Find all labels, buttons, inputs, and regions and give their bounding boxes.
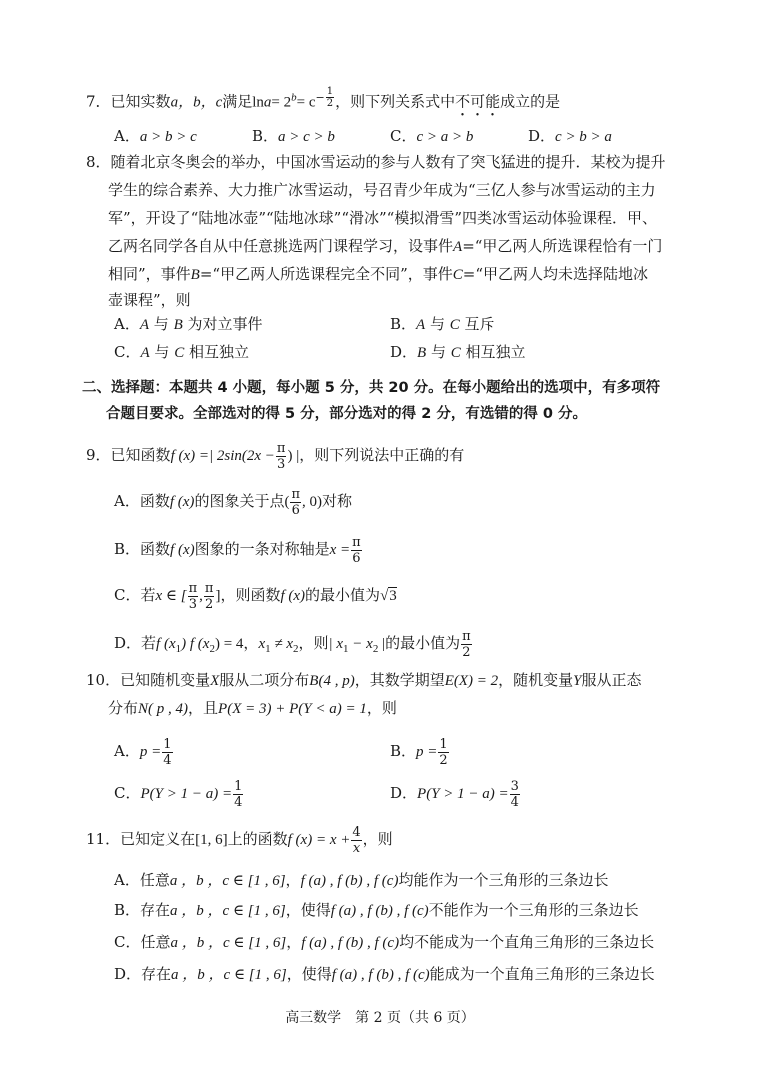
q11-option-c-vars: a ，b ，c ∈ [1 , 6]: [170, 935, 287, 951]
q8-option-a-v2: B: [173, 317, 183, 333]
q8-option-d-v2: C: [450, 345, 461, 361]
q10-line-1: [86, 670, 642, 691]
q7-emphasis: 不可能: [455, 92, 501, 111]
q7-option-a: [114, 126, 197, 147]
q10-option-c-num: 1: [234, 778, 243, 794]
q10-text-b: 服从二项分布: [219, 671, 310, 689]
q8-line-3: 军”，开设了“陆地冰壶”“陆地冰球”“滑冰”“模拟滑雪”四类冰雪运动体验课程．甲、: [108, 209, 658, 227]
q10-text-d: ，随机变量: [498, 671, 574, 689]
q11-option-c-label: C．: [114, 933, 141, 951]
q10-text-h: ，则: [366, 699, 397, 717]
q9-option-d-abs-sub-1: 1: [343, 643, 349, 655]
q11-option-d-fs: f (a) , f (b) , f (c): [331, 967, 430, 983]
q9-option-d-neq-sub-1: 1: [265, 643, 271, 655]
q7-ln: ln: [252, 94, 264, 111]
q11-option-b-text-a: 存在: [140, 901, 171, 919]
q7-exp-frac: [326, 86, 334, 109]
q9-option-b-func: f (x): [170, 542, 195, 558]
q11-option-a-text-c: 均能作为一个三角形的三条边长: [398, 871, 609, 889]
q9-text-b: ，则下列说法中正确的有: [299, 446, 465, 464]
q8-option-c-mid: 与: [149, 343, 175, 361]
q8-text-5e: =“甲乙两人均未选择陆地冰: [462, 265, 649, 283]
q8-line-1: [86, 152, 666, 172]
q9-option-a-text-c: 对称: [322, 492, 353, 510]
q11-option-a-text-b: ，: [285, 871, 301, 889]
q10-var-x: X: [210, 673, 220, 689]
q9-option-d-sub-1: 1: [175, 643, 182, 655]
q10-option-a-lhs: p =: [139, 744, 162, 760]
q11-option-d-text-c: 能成为一个直角三角形的三条边长: [429, 965, 655, 983]
q8-option-d-v1: B: [417, 345, 427, 361]
q8-option-a-label: A．: [114, 315, 140, 333]
q8-text-5: 相同”，事件: [108, 265, 191, 283]
q9-text-a: 已知函数: [110, 446, 171, 464]
q9-option-a-text-b: 的图象关于点: [194, 492, 285, 510]
q9-option-d-label: D．: [114, 634, 142, 652]
q11-option-c-text-c: 均不能成为一个直角三角形的三条边长: [399, 933, 655, 951]
q11-option-b-vars: a ，b ，c ∈ [1 , 6]: [170, 903, 286, 919]
q10-option-d: [390, 778, 521, 810]
q9-option-c-label: C．: [114, 586, 141, 604]
q7-option-d: [528, 126, 612, 147]
q7-option-a-label: A．: [114, 127, 140, 145]
q10-option-d-lhs: P(Y > 1 − a) =: [417, 786, 509, 802]
q11-option-d-vars: a ，b ，c ∈ [1 , 6]: [171, 967, 287, 983]
q10-option-d-den: 4: [510, 794, 519, 810]
q8-option-a-tail: 为对立事件: [182, 315, 263, 333]
q11-option-b-fs: f (a) , f (b) , f (c): [330, 903, 429, 919]
q8-option-b-label: B．: [390, 315, 417, 333]
q7-exp-minus: −: [315, 90, 325, 104]
q10-option-a-label: A．: [114, 742, 140, 760]
q9-option-b-label: B．: [114, 540, 141, 558]
q10-option-c-label: C．: [114, 784, 141, 802]
q9-frac-den: 3: [277, 456, 286, 472]
q9-option-d-text-a: 若: [141, 634, 157, 652]
q9-option-b-text-b: 图象的一条对称轴是: [194, 540, 330, 558]
q10-text-g: ，且: [188, 699, 219, 717]
q10-condition: P(X = 3) + P(Y < a) = 1: [218, 701, 367, 717]
section-2-heading-line-1: 二、选择题：本题共 4 小题，每小题 5 分，共 20 分。在每小题给出的选项中，有多项符: [82, 380, 661, 396]
q7-text-b: 满足: [222, 92, 253, 111]
q8-option-d: [390, 342, 526, 363]
q10-option-c-frac: [233, 779, 243, 810]
q9-option-c-func: f (x): [280, 588, 306, 604]
q9-option-c-x: x ∈ [: [155, 588, 187, 604]
q11-frac: [351, 825, 361, 856]
q8-text-4: 乙两名同学各自从中任意挑选两门课程学习，设事件: [108, 237, 454, 255]
q9-option-c-frac-1-num: π: [188, 580, 198, 596]
q11-option-d-text-a: 存在: [141, 965, 172, 983]
q7-option-a-text: a > b > c: [139, 129, 197, 145]
q8-text-1: 随着北京冬奥会的举办，中国冰雪运动的参与人数有了突飞猛进的提升．某校为提升: [110, 153, 666, 171]
q9-option-d-text-d: 的最小值为: [385, 634, 461, 652]
q7-text-d: 成立的是: [500, 92, 561, 111]
q10-number: 10．: [86, 671, 121, 689]
q9-option-d-text-c: ，则: [298, 634, 329, 652]
q11-option-c-fs: f (a) , f (b) , f (c): [301, 935, 400, 951]
q10-option-b-den: 2: [439, 752, 448, 768]
q10-option-a-frac: [162, 737, 172, 768]
q11-option-d: [114, 964, 655, 985]
q10-text-f: 分布: [108, 699, 139, 717]
q8-option-d-tail: 相互独立: [460, 343, 526, 361]
q9-frac: [276, 441, 287, 472]
q10-option-b-num: 1: [439, 736, 448, 752]
q8-event-a: A: [453, 239, 463, 255]
q9-option-d-abs-sub-2: 2: [372, 643, 379, 655]
q7-vars: a，b，c: [170, 94, 223, 111]
q11-frac-num: 4: [352, 824, 361, 840]
q11-option-c-text-a: 任意: [140, 933, 171, 951]
q9-option-b-frac: [351, 535, 362, 566]
q9-option-d-abs-e: |: [378, 636, 386, 652]
q10-option-a-den: 4: [163, 752, 172, 768]
q9-option-a: [114, 486, 352, 518]
q9-option-b-frac-den: 6: [352, 550, 361, 566]
q9-option-d-neq-a: x: [258, 636, 266, 652]
q8-event-b: B: [190, 267, 200, 283]
q8-option-d-label: D．: [390, 343, 418, 361]
q10-line-2: [108, 698, 397, 719]
q8-text-4b: =“甲乙两人所选课程恰有一门: [462, 237, 663, 255]
q11-option-c-text-b: ，: [286, 933, 302, 951]
q9-option-a-frac-den: 6: [291, 502, 300, 518]
q9-option-d-eq: ) = 4: [214, 636, 244, 652]
q9-option-d-abs-m: − x: [348, 636, 373, 652]
q7-text-c: ，则下列关系式中: [335, 92, 456, 111]
q9-option-c-frac-2-den: 2: [205, 596, 214, 612]
q9-option-d-sub-2: 2: [209, 643, 215, 655]
q9-frac-num: π: [276, 440, 286, 456]
q7-cond-a: a: [263, 94, 272, 111]
q9-option-c-frac-1: [188, 581, 199, 612]
q10-option-c-lhs: P(Y > 1 − a) =: [140, 786, 233, 802]
q9-option-c-frac-2-num: π: [204, 580, 214, 596]
q11-text-a: 已知定义在: [120, 830, 196, 848]
q10-option-c: [114, 778, 244, 810]
section-2-heading-line-2: 合题目要求。全部选对的得 5 分，部分选对的得 2 分，有选错的得 0 分。: [106, 406, 588, 422]
q8-option-c-v2: C: [174, 345, 185, 361]
q9-stem: [86, 440, 464, 472]
q11-option-a-text-a: 任意: [139, 871, 170, 889]
q9-func-end: ) |: [287, 448, 300, 464]
q9-option-b-text-a: 函数: [140, 540, 171, 558]
q7-option-b: [252, 126, 335, 147]
q11-option-a-fs: f (a) , f (b) , f (c): [300, 873, 399, 889]
q8-option-b-tail: 互斥: [459, 315, 495, 333]
q10-binom: B(4 , p): [309, 673, 355, 689]
q10-text-c: ，其数学期望: [354, 671, 445, 689]
q9-option-c: [114, 580, 397, 612]
q7-option-d-label: D．: [528, 127, 556, 145]
q9-option-c-text-b: ，则函数: [220, 586, 281, 604]
q8-line-4: [108, 236, 662, 257]
q9-func: f (x) =| 2sin(2x −: [170, 448, 275, 464]
q8-option-d-mid: 与: [426, 343, 451, 361]
q7-option-b-text: a > c > b: [278, 129, 335, 145]
q8-option-a-mid: 与: [149, 315, 174, 333]
q8-event-c: C: [452, 267, 463, 283]
q8-option-b-mid: 与: [425, 315, 450, 333]
q11-frac-den: x: [352, 840, 361, 856]
q8-option-c-tail: 相互独立: [184, 343, 249, 361]
q10-option-d-label: D．: [390, 784, 418, 802]
q9-option-d-text-b: ，: [243, 634, 259, 652]
q9-option-c-frac-2: [204, 581, 215, 612]
q8-option-a-v1: A: [139, 317, 150, 333]
q10-option-b-frac: [438, 737, 448, 768]
q9-option-d: [114, 628, 473, 664]
q7-option-c-label: C．: [390, 127, 417, 145]
q8-option-b-v2: C: [449, 317, 460, 333]
q10-option-b-lhs: p =: [416, 744, 438, 760]
q8-option-b-v1: A: [416, 317, 426, 333]
q9-option-a-paren-end: , 0): [302, 494, 322, 510]
q9-option-a-text-a: 函数: [139, 492, 170, 510]
q9-option-c-text-c: 的最小值为: [305, 586, 381, 604]
q10-option-b-label: B．: [390, 742, 417, 760]
q8-line-2: 学生的综合素养、大力推广冰雪运动，号召青少年成为“三亿人参与冰雪运动的主力: [108, 181, 656, 199]
q9-number: 9．: [86, 446, 111, 464]
q10-text-e: 服从正态: [581, 671, 642, 689]
q7-cond-eq2: = c: [296, 94, 316, 111]
q7-option-d-text: c > b > a: [555, 129, 612, 145]
q9-option-a-frac: [290, 487, 301, 518]
q7-text-a: 已知实数: [110, 92, 171, 111]
q9-option-d-abs-a: | x: [328, 636, 344, 652]
q7-exponent: [315, 86, 336, 109]
q11-option-a-label: A．: [114, 871, 140, 889]
q9-option-c-sqrt-sign: √: [380, 588, 389, 604]
q11-option-b: [114, 900, 639, 921]
q11-stem: [86, 824, 393, 856]
q11-option-b-label: B．: [114, 901, 141, 919]
q11-option-a: [114, 870, 608, 891]
q9-option-d-frac-num: π: [462, 628, 471, 644]
q9-option-d-frac-den: 2: [462, 644, 471, 660]
q10-expectation: E(X) = 2: [444, 673, 499, 689]
q7-cond-b: b: [291, 91, 297, 104]
q8-text-5c: =“甲乙两人所选课程完全不同”，事件: [199, 265, 453, 283]
q11-option-c: [114, 932, 654, 953]
q9-option-c-comma: ,: [199, 588, 203, 604]
q9-option-a-paren: (: [284, 494, 290, 510]
q9-option-a-label: A．: [114, 492, 140, 510]
q7-number: 7．: [86, 92, 111, 111]
q10-option-a: [114, 736, 174, 768]
q8-option-c-v1: A: [140, 345, 150, 361]
q9-option-d-frac: [461, 629, 472, 660]
q8-option-c: [114, 342, 249, 363]
q7-exp-num: 1: [326, 86, 334, 97]
q11-option-d-label: D．: [114, 965, 142, 983]
q7-cond-eq: = 2: [271, 94, 292, 111]
q9-option-a-frac-num: π: [291, 486, 300, 502]
q10-normal: N( p , 4): [138, 701, 189, 717]
q7-stem: [86, 86, 560, 120]
q9-option-c-close: ]: [215, 588, 221, 604]
q8-line-6: 壶课程”，则: [108, 291, 191, 309]
q9-option-c-radicand: 3: [389, 588, 397, 604]
q9-option-d-expr-b: ) f (x: [181, 636, 210, 652]
q9-option-d-neq: ≠ x: [270, 636, 293, 652]
q8-option-c-label: C．: [114, 343, 141, 361]
q10-var-y: Y: [573, 673, 582, 689]
q9-option-a-func: f (x): [169, 494, 195, 510]
q11-option-b-text-c: 不能作为一个三角形的三条边长: [428, 901, 639, 919]
q7-option-c: [390, 126, 473, 147]
q9-option-b-frac-num: π: [352, 534, 361, 550]
q10-option-c-den: 4: [234, 794, 243, 810]
q8-option-b: [390, 314, 495, 335]
q11-domain: [1, 6]: [195, 832, 228, 848]
page-footer: 高三数学 第 2 页（共 6 页）: [285, 1010, 475, 1026]
q7-exp-den: 2: [326, 98, 334, 109]
q10-option-a-num: 1: [163, 736, 172, 752]
q9-option-d-neq-sub-2: 2: [293, 643, 299, 655]
q8-number: 8．: [86, 153, 111, 171]
q10-option-b: [390, 736, 450, 768]
q9-option-c-frac-1-den: 3: [188, 596, 198, 612]
q9-option-b: [114, 534, 363, 566]
q10-text-a: 已知随机变量: [120, 671, 211, 689]
q9-option-c-text-a: 若: [140, 586, 156, 604]
q9-option-d-expr-a: f (x: [156, 636, 176, 652]
q11-number: 11．: [86, 830, 121, 848]
q11-text-c: ，则: [362, 830, 393, 848]
q10-option-d-num: 3: [510, 778, 519, 794]
q10-option-d-frac: [510, 779, 520, 810]
q9-option-b-x: x =: [329, 542, 351, 558]
q8-line-5: [108, 264, 648, 285]
q11-option-b-text-b: ，使得: [285, 901, 331, 919]
q11-func: f (x) = x +: [287, 832, 351, 848]
q8-option-a: [114, 314, 263, 335]
q11-option-d-text-b: ，使得: [286, 965, 332, 983]
q11-text-b: 上的函数: [227, 830, 288, 848]
q7-option-c-text: c > a > b: [416, 129, 474, 145]
q11-option-a-vars: a ，b ，c ∈ [1 , 6]: [169, 873, 286, 889]
q7-option-b-label: B．: [252, 127, 279, 145]
